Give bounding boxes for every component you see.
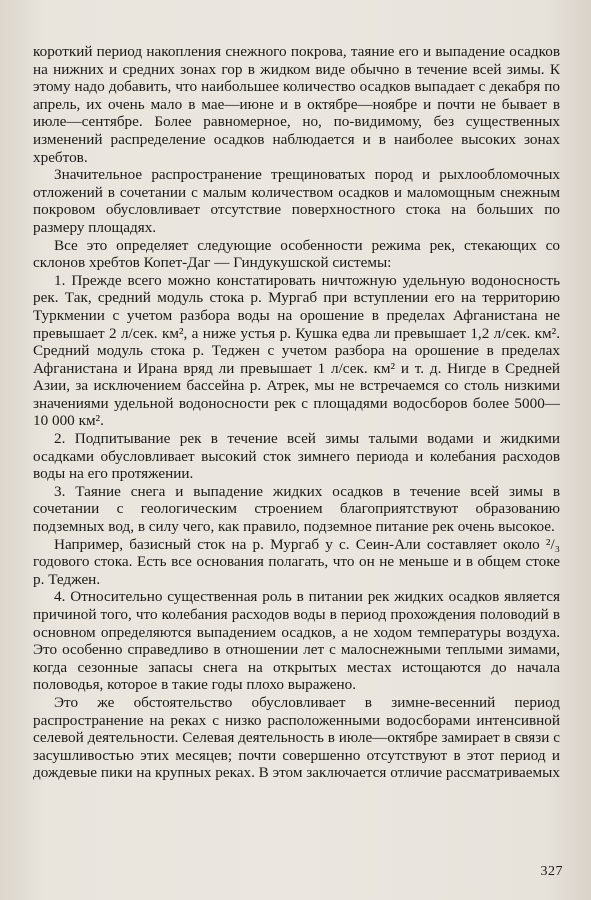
paragraph-6: 3. Таяние снега и выпадение жидких осадков в течение всей зимы в сочетании с геологическим строением благоприятствуют образованию подземных вод, в силу чего, как правило, подземное питание рек очень высокое.	[33, 482, 560, 536]
paragraph-5: 2. Подпитывание рек в течение всей зимы талыми водами и жидкими осадками обусловливает высокий сток зимнего периода и колебания расходов воды на его протяжении.	[33, 430, 560, 483]
paragraph-9: Это же обстоятельство обусловливает в зимне-весенний период распространение на реках с низко расположенными водосборами интенсивной селевой деятельности. Селевая деятельность в июле—октябре замирает в связи с засушливостью этих месяцев; почти совершенно отсутствуют в этот период и дождевые пики на крупных реках. В этом заключается отличие рассматриваемых	[33, 693, 560, 782]
body-text	[33, 43, 560, 782]
page-number: 327	[540, 864, 563, 879]
paragraph-2: Значительное распространение трещиноватых пород и рыхлообломочных отложений в сочетании с малым количеством осадков и маломощным снежным покровом обусловливает отсутствие поверхностного стока на больших по размеру площадях.	[33, 166, 560, 236]
paragraph-1: короткий период накопления снежного покрова, таяние его и выпадение осадков на нижних и средних зонах гор в жидком виде обычно в течение всей зимы. К этому надо добавить, что наибольшее количество осадков выпадает с декабря по апрель, их очень мало в мае—июне и в октябре—ноябре и почти не бывает в июле—сентябре. Более равномерное, но, по-видимому, без существенных изменений распределение осадков наблюдается и в наиболее высоких зонах хребтов.	[33, 43, 560, 166]
paragraph-3: Все это определяет следующие особенности режима рек, стекающих со склонов хребтов Копет-Даг — Гиндукушской системы:	[33, 236, 560, 272]
paragraph-8: 4. Относительно существенная роль в питании рек жидких осадков является причиной того, что колебания расходов воды в период прохождения половодий в основном определяются выпадением осадков, а не ходом температуры воздуха. Это особенно справедливо в отношении лет с малоснежными теплыми зимами, когда сезонные запасы снега на открытых местах истощаются до начала половодья, которое в такие годы плохо выражено.	[33, 588, 560, 694]
paragraph-7: Например, базисный сток на р. Мургаб у с. Сеин-Али составляет около ²/₃ годового стока. Есть все основания полагать, что он не меньше и в общем стоке р. Теджен.	[33, 535, 560, 588]
paragraph-4: 1. Прежде всего можно констатировать ничтожную удельную водоносность рек. Так, средний модуль стока р. Мургаб при вступлении его на территорию Туркмении с учетом разбора воды на орошение в пределах Афганистана не превышает 2 л/сек. км², а ниже устья р. Кушка едва ли превышает 1,2 л/сек. км². Средний модуль стока р. Теджен с учетом разбора на орошение в пределах Афганистана и Ирана вряд ли превышает 1 л/сек. км² и т. д. Нигде в Средней Азии, за исключением бассейна р. Атрек, мы не встречаемся со столь низкими значениями удельной водоносности рек с площадями водосборов более 5000—10 000 км².	[33, 271, 560, 430]
